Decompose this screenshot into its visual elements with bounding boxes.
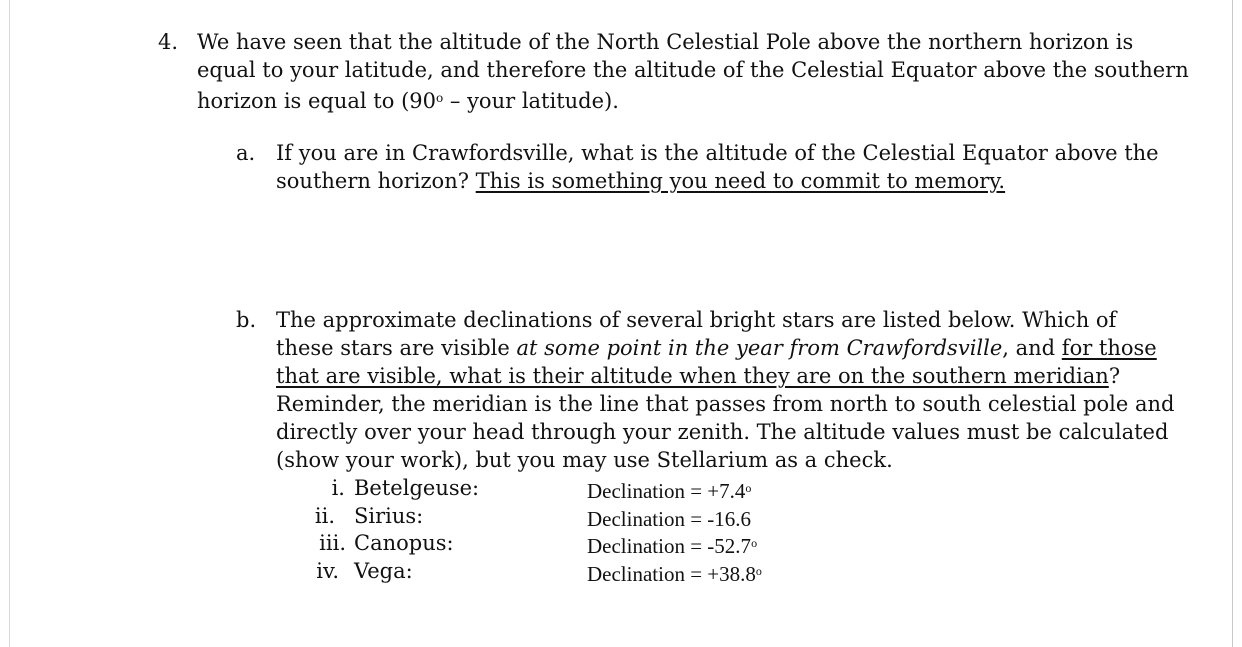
degree-symbol: o [745,481,752,495]
part-b-line-1: The approximate declinations of several bright stars are listed below. Which of [276,308,1117,332]
degree-symbol: o [751,536,758,550]
degree-symbol: o [435,91,444,105]
part-a-line-2 [276,167,1005,195]
star-declination-value: Declination = +7.4 [587,479,746,503]
question-line-3 [197,84,619,115]
question-line-3-end: – your latitude). [443,89,619,113]
star-name: Vega: [354,559,413,583]
part-a-line-1: If you are in Crawfordsville, what is the altitude of the Celestial Equator above the [276,141,1159,165]
page-edge-left [9,0,10,647]
part-b-line-2 [276,334,1157,362]
star-declination [587,529,757,560]
part-b-line-2-plain: these stars are visible [276,336,517,360]
part-a-line-2-plain: southern horizon? [276,169,476,193]
question-line-2: equal to your latitude, and therefore the altitude of the Celestial Equator above the southern [197,58,1189,82]
part-b-label: b. [236,308,257,332]
part-b-line-6: (show your work), but you may use Stellarium as a check. [276,448,893,472]
star-numeral: ii. [314,504,335,528]
part-a-memory-note: This is something you need to commit to memory. [475,169,1006,193]
star-name: Betelgeuse: [354,476,480,500]
part-b-line-5: directly over your head through your zenith. The altitude values must be calculated [276,420,1169,444]
question-line-3-start: horizon is equal to (90 [197,89,436,113]
part-b-italic-phrase: at some point in the year from Crawfordsville [516,336,1003,360]
star-name: Sirius: [354,504,424,528]
degree-symbol: o [755,564,762,578]
star-name: Canopus: [354,531,454,555]
part-b-line-2-mid: , and [1002,336,1062,360]
part-b-line-3 [276,362,1120,390]
question-number: 4. [158,30,179,54]
part-b-underlined-phrase: that are visible, what is their altitude when they are on the southern meridian [276,364,1109,388]
part-b-underlined-start: for those [1061,336,1157,360]
star-declination-value: Declination = -52.7 [587,534,752,558]
part-b-line-4: Reminder, the meridian is the line that passes from north to south celestial pole and [276,392,1175,416]
part-b-line-3-end: ? [1108,364,1121,388]
star-numeral: i. [331,476,345,500]
star-declination [587,557,762,588]
star-declination-value: Declination = +38.8 [587,562,756,586]
question-line-1: We have seen that the altitude of the North Celestial Pole above the northern horizon is [197,30,1134,54]
part-a-label: a. [236,141,256,165]
star-declination [587,474,751,505]
star-numeral: iii. [319,531,346,555]
page-edge-right [1232,0,1233,647]
star-numeral: iv. [316,559,339,583]
star-declination-value: Declination = -16.6 [587,507,752,531]
